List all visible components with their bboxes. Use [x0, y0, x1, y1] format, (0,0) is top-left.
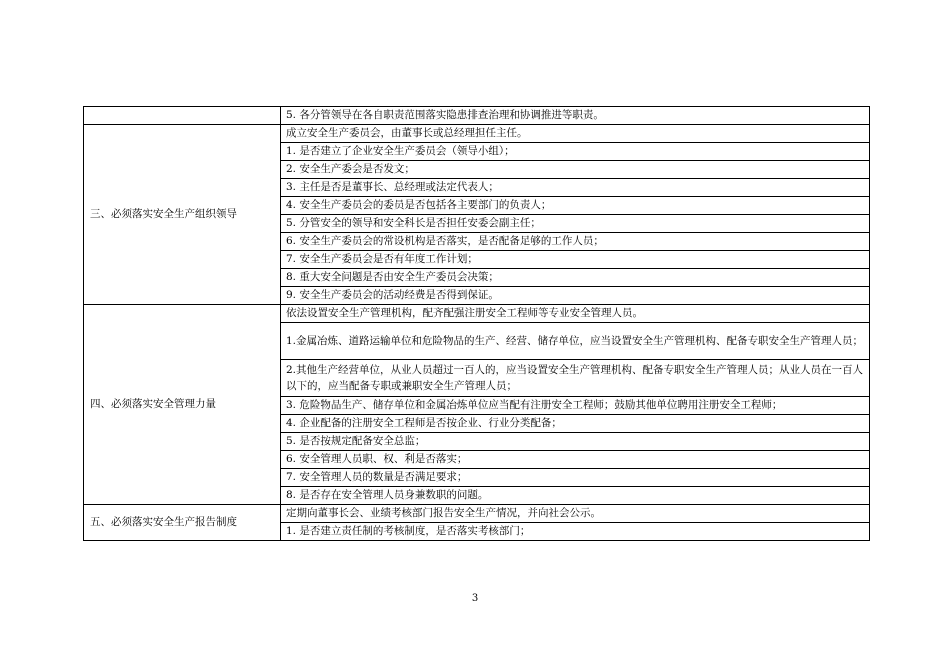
check-item: 4. 安全生产委员会的委员是否包括各主要部门的负责人；: [281, 197, 870, 215]
table-row: [84, 505, 870, 523]
check-item: 5. 分管安全的领导和安全科长是否担任安委会副主任；: [281, 215, 870, 233]
section-label-cell: [84, 107, 281, 125]
check-item: 4. 企业配备的注册安全工程师是否按企业、行业分类配备；: [281, 415, 870, 433]
check-item: 1. 是否建立责任制的考核制度，是否落实考核部门；: [281, 523, 870, 541]
check-item: 5. 是否按规定配备安全总监；: [281, 433, 870, 451]
section-intro: 成立安全生产委员会，由董事长或总经理担任主任。: [281, 125, 870, 143]
check-item: 2. 安全生产委会是否发文；: [281, 161, 870, 179]
check-item: 1.金属冶炼、道路运输单位和危险物品的生产、经营、储存单位，应当设置安全生产管理机构、配备专职安全生产管理人员；: [281, 323, 870, 360]
check-item: 7. 安全管理人员的数量是否满足要求；: [281, 469, 870, 487]
check-item: 2.其他生产经营单位，从业人员超过一百人的，应当设置安全生产管理机构、配备专职安全生产管理人员；从业人员在一百人以下的，应当配备专职或兼职安全生产管理人员；: [281, 360, 870, 397]
section-label: 三、必须落实安全生产组织领导: [84, 125, 281, 305]
check-item: 1. 是否建立了企业安全生产委员会（领导小组）；: [281, 143, 870, 161]
check-item: 8. 是否存在安全管理人员身兼数职的问题。: [281, 487, 870, 505]
page-number: 3: [471, 593, 479, 604]
section-intro: 依法设置安全生产管理机构，配齐配强注册安全工程师等专业安全管理人员。: [281, 305, 870, 323]
check-item: 3. 危险物品生产、储存单位和金属冶炼单位应当配有注册安全工程师；鼓励其他单位聘用注册安全工程师；: [281, 397, 870, 415]
section-label: 五、必须落实安全生产报告制度: [84, 505, 281, 541]
check-item: 6. 安全管理人员职、权、利是否落实；: [281, 451, 870, 469]
section-label: 四、必须落实安全管理力量: [84, 305, 281, 505]
table-row: [84, 107, 870, 125]
document-table: [83, 106, 870, 541]
check-item: 6. 安全生产委员会的常设机构是否落实，是否配备足够的工作人员；: [281, 233, 870, 251]
content-cell: 5. 各分管领导在各自职责范围落实隐患排查治理和协调推进等职责。: [281, 107, 870, 125]
check-item: 9. 安全生产委员会的活动经费是否得到保证。: [281, 287, 870, 305]
check-item: 8. 重大安全问题是否由安全生产委员会决策；: [281, 269, 870, 287]
check-item: 7. 安全生产委员会是否有年度工作计划；: [281, 251, 870, 269]
table-row: [84, 305, 870, 323]
table-row: [84, 125, 870, 143]
check-item: 3. 主任是否是董事长、总经理或法定代表人；: [281, 179, 870, 197]
document-table-body: [84, 107, 870, 541]
section-intro: 定期向董事长会、业绩考核部门报告安全生产情况，并向社会公示。: [281, 505, 870, 523]
